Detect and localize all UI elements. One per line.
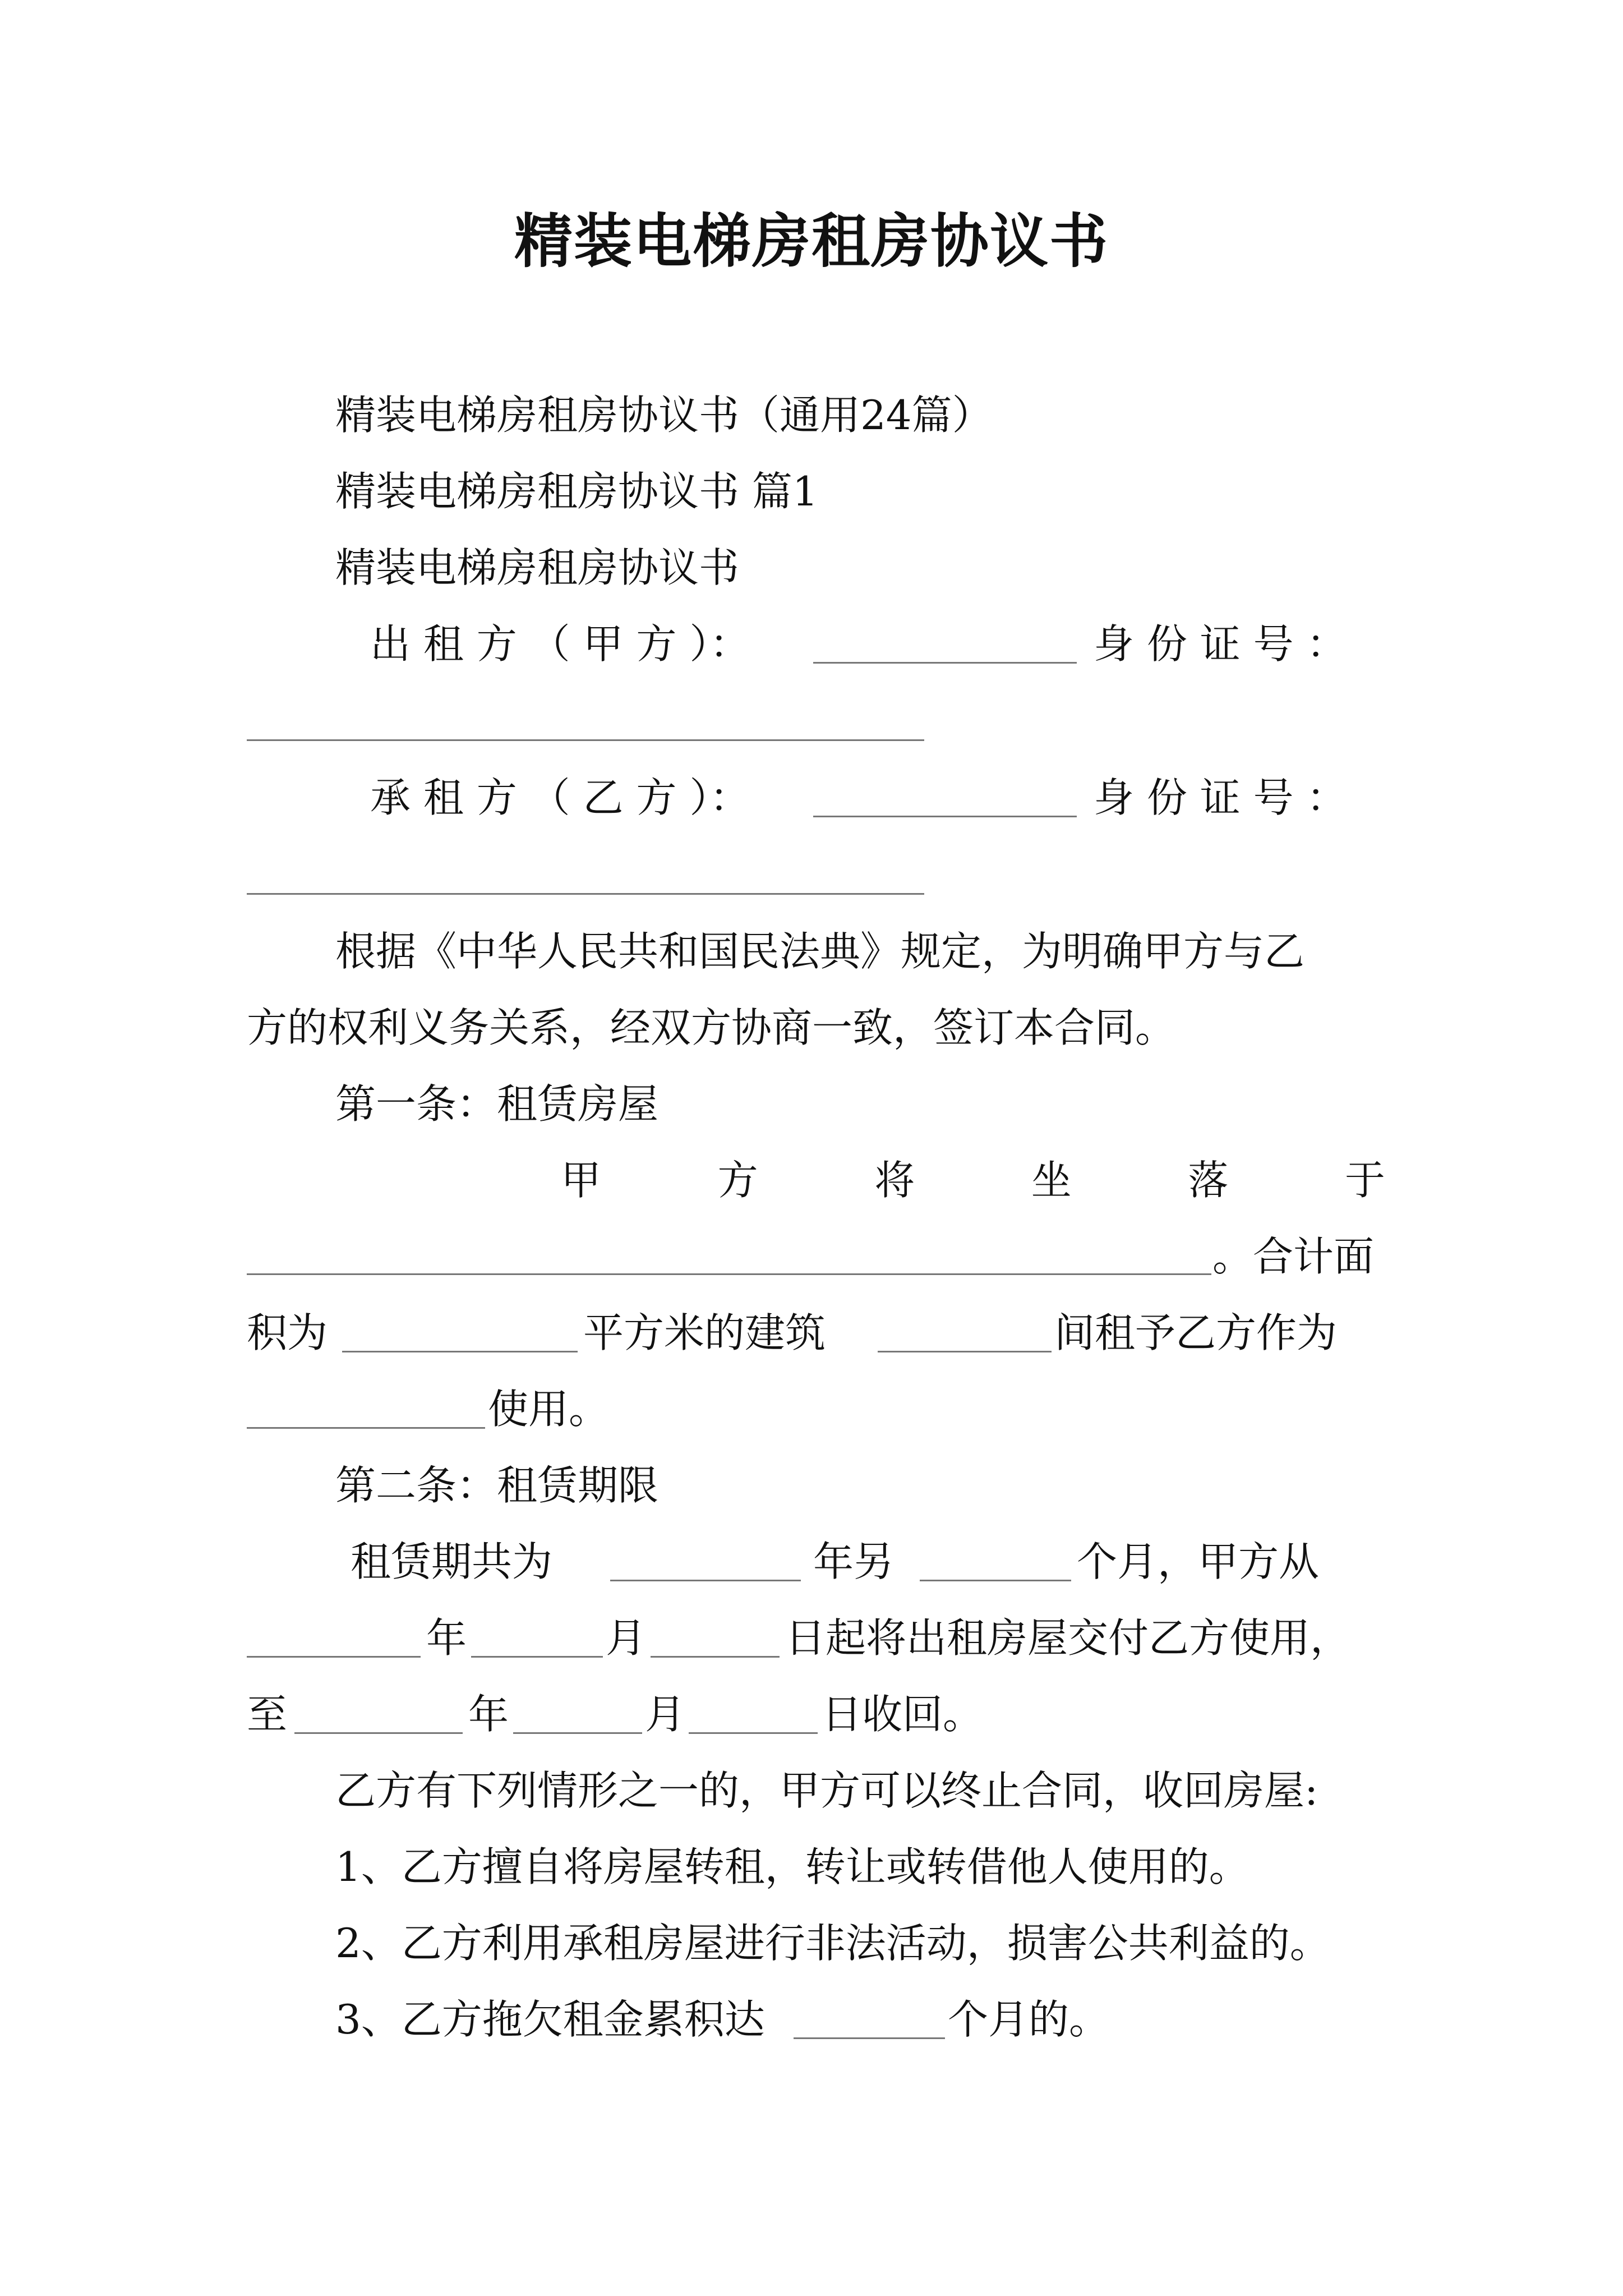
clause1-spread-line (561, 1152, 1385, 1208)
clause2-heading: 第二条：租赁期限 (335, 1462, 659, 1509)
document-title: 精装电梯房租房协议书 (514, 206, 1109, 275)
contract-name: 精装电梯房租房协议书 (335, 544, 740, 591)
lessor-label: 出 租 方 （ 甲 方 ）： (370, 620, 750, 668)
clause1-area-prefix: 积为 (247, 1309, 328, 1356)
clause2-term-mid: 年另 (813, 1538, 895, 1585)
start-day-blank (651, 1656, 780, 1658)
lessee-label: 承 租 方 （ 乙 方 ）： (370, 774, 750, 821)
end-year-label: 年 (468, 1691, 509, 1738)
clause2-term-suffix: 个月，甲方从 (1077, 1538, 1320, 1585)
clause1-char: 方 (717, 1157, 758, 1204)
end-month-label: 月 (645, 1691, 686, 1738)
clause1-char: 甲 (561, 1157, 602, 1204)
clause1-char: 落 (1188, 1157, 1229, 1204)
start-month-label: 月 (606, 1614, 647, 1662)
start-year-label: 年 (426, 1614, 467, 1662)
start-month-blank (471, 1656, 603, 1658)
article-heading: 精装电梯房租房协议书 篇1 (335, 468, 818, 515)
termination-intro: 乙方有下列情形之一的，甲方可以终止合同，收回房屋: (335, 1767, 1318, 1814)
preamble-line-2: 方的权利义务关系，经双方协商一致，签订本合同。 (247, 1004, 1176, 1051)
clause1-char: 于 (1344, 1157, 1385, 1204)
clause1-area-mid: 平方米的建筑 (583, 1309, 826, 1356)
clause2-to: 至 (247, 1691, 288, 1738)
arrears-months-blank (794, 2037, 945, 2039)
subtitle: 精装电梯房租房协议书（通用24篇） (335, 392, 993, 439)
lessor-id-label: 身 份 证 号 ： (1094, 620, 1347, 668)
clause2-end-suffix: 日收回。 (822, 1691, 984, 1738)
clause1-use-suffix: 使用。 (488, 1386, 610, 1433)
lessee-id-blank (247, 893, 924, 895)
clause1-char: 坐 (1031, 1157, 1072, 1204)
clause1-area-suffix: 间租予乙方作为 (1054, 1309, 1338, 1356)
end-year-blank (294, 1732, 463, 1734)
end-day-blank (689, 1732, 818, 1734)
termination-item-3-suffix: 个月的。 (948, 1996, 1110, 2043)
term-years-blank (610, 1580, 801, 1581)
clause2-start-end: 日起将出租房屋交付乙方使用， (785, 1614, 1351, 1662)
termination-item-2: 2、乙方利用承租房屋进行非法活动，损害公共利益的。 (335, 1920, 1330, 1967)
lessee-name-blank (813, 816, 1077, 817)
start-year-blank (247, 1656, 421, 1658)
lessee-id-label: 身 份 证 号 ： (1094, 774, 1347, 821)
lessor-id-blank (247, 739, 924, 741)
area-blank (342, 1351, 578, 1352)
preamble-line-1: 根据《中华人民共和国民法典》规定，为明确甲方与乙 (335, 928, 1305, 975)
clause1-heading: 第一条：租赁房屋 (335, 1080, 659, 1128)
termination-item-1: 1、乙方擅自将房屋转租，转让或转借他人使用的。 (335, 1843, 1249, 1890)
end-month-blank (513, 1732, 642, 1734)
lessor-name-blank (813, 662, 1077, 664)
termination-item-3-prefix: 3、乙方拖欠租金累积达 (335, 1996, 765, 2043)
clause1-area-end: 。合计面 (1212, 1233, 1375, 1280)
use-blank (247, 1427, 485, 1429)
location-blank (247, 1273, 1211, 1275)
term-months-blank (920, 1580, 1071, 1581)
rooms-blank (878, 1351, 1052, 1352)
clause1-char: 将 (874, 1157, 915, 1204)
clause2-term-prefix: 租赁期共为 (351, 1538, 553, 1585)
